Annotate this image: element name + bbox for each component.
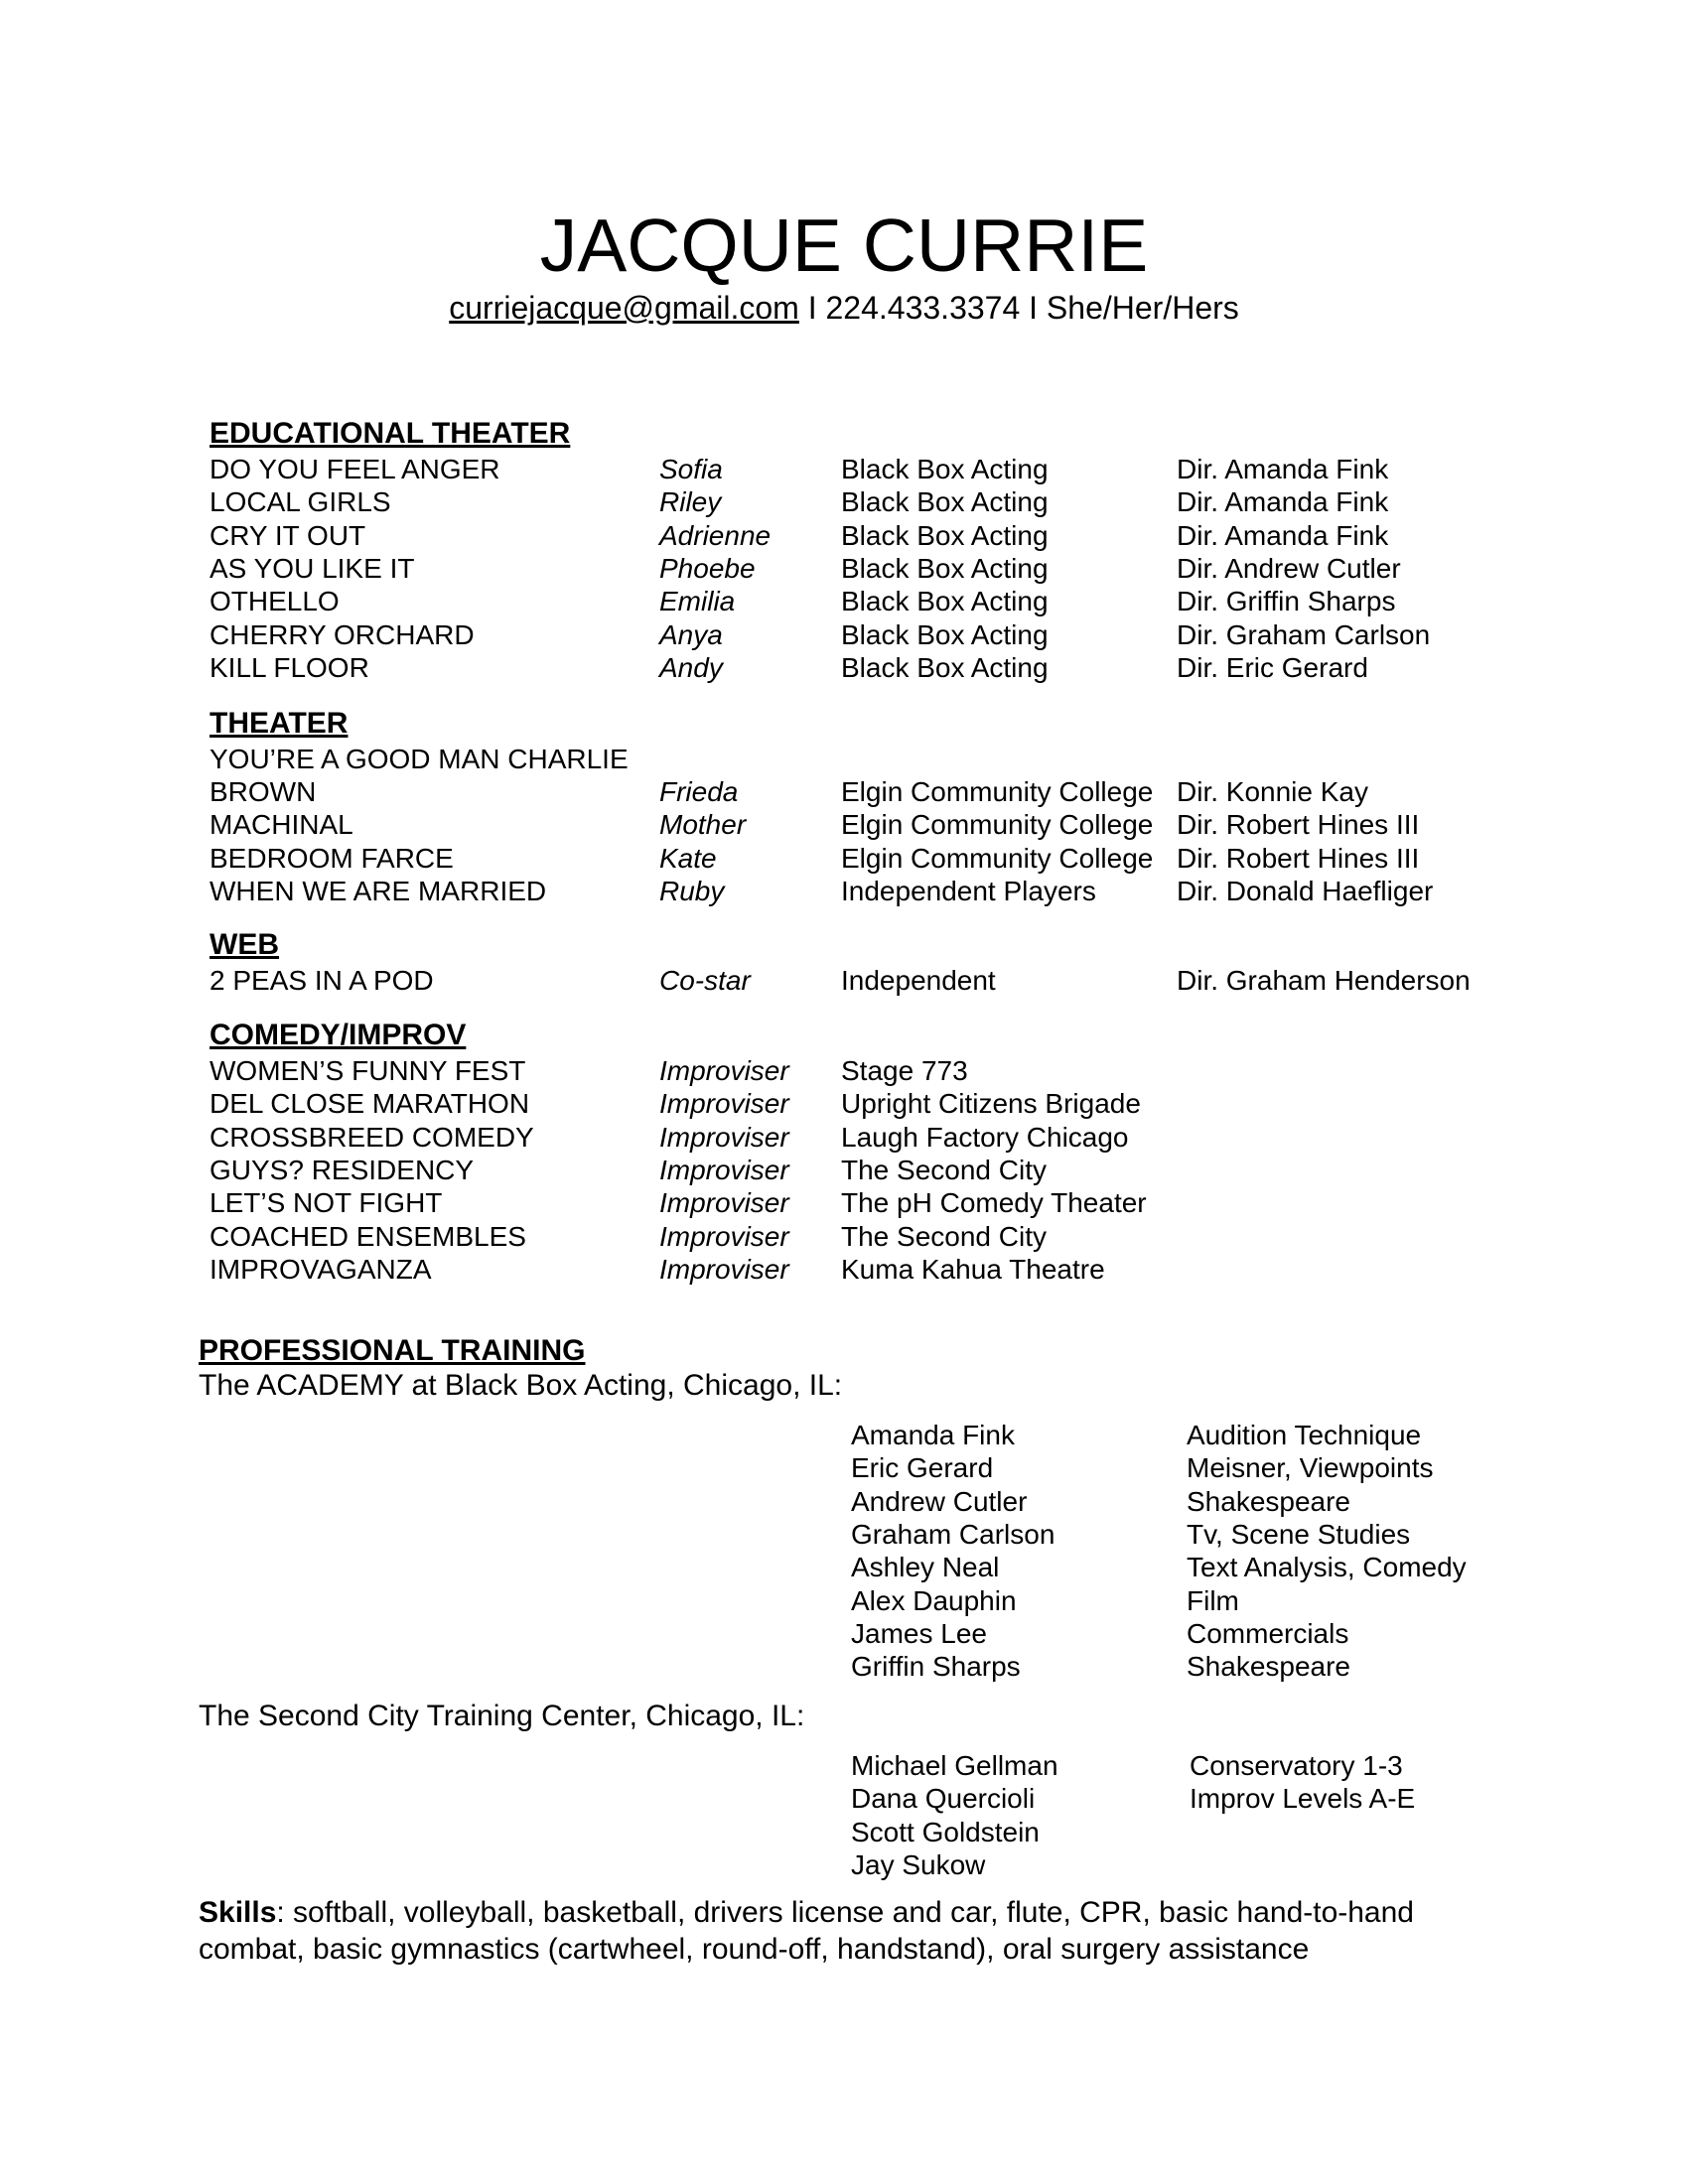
- credit-role: Improviser: [659, 1220, 789, 1252]
- credit-title: AS YOU LIKE IT: [210, 552, 415, 584]
- teacher-row: [851, 1485, 1546, 1518]
- credit-director: Dir. Donald Haefliger: [1177, 875, 1434, 906]
- teacher-subject: Tv, Scene Studies: [1187, 1518, 1411, 1550]
- credit-role: Improviser: [659, 1055, 789, 1086]
- credit-venue: Independent Players: [841, 875, 1096, 906]
- credit-title: BROWN: [210, 776, 317, 807]
- credit-director: Dir. Graham Henderson: [1177, 965, 1471, 996]
- applicant-name: JACQUE CURRIE: [539, 204, 1149, 287]
- teacher-row: [851, 1617, 1546, 1650]
- credit-venue: Elgin Community College: [841, 842, 1154, 874]
- credit-role: Kate: [659, 842, 717, 874]
- credit-venue: Independent: [841, 965, 996, 996]
- credit-title: DEL CLOSE MARATHON: [210, 1088, 530, 1120]
- credit-role: Improviser: [659, 1121, 789, 1153]
- credit-role: Improviser: [659, 1253, 789, 1285]
- credit-role: Improviser: [659, 1154, 789, 1185]
- credit-title: BEDROOM FARCE: [210, 842, 454, 874]
- credit-role: Emilia: [659, 586, 736, 617]
- credit-row: [210, 585, 1500, 617]
- skills-paragraph: [199, 1894, 1509, 1968]
- credit-role: Improviser: [659, 1088, 789, 1120]
- credit-venue: Laugh Factory Chicago: [841, 1121, 1129, 1153]
- teacher-subject: Shakespeare: [1187, 1651, 1351, 1683]
- teacher-row: [851, 1782, 1546, 1815]
- credit-director: Dir. Robert Hines III: [1177, 809, 1420, 841]
- credit-role: Frieda: [659, 776, 739, 807]
- credit-role: Co-star: [659, 965, 751, 996]
- credit-director: Dir. Eric Gerard: [1177, 651, 1368, 683]
- credit-title: CHERRY ORCHARD: [210, 618, 475, 650]
- teacher-name: Michael Gellman: [851, 1750, 1058, 1781]
- academy-teachers: [851, 1419, 1546, 1684]
- teacher-subject: Commercials: [1187, 1617, 1349, 1649]
- credit-title: WHEN WE ARE MARRIED: [210, 875, 547, 906]
- section-heading-comedy-improv: COMEDY/IMPROV: [210, 1019, 467, 1051]
- teacher-subject: Improv Levels A-E: [1190, 1783, 1416, 1815]
- teacher-name: Scott Goldstein: [851, 1816, 1040, 1847]
- teacher-name: Dana Quercioli: [851, 1783, 1036, 1815]
- skills-text: : softball, volleyball, basketball, drivers license and car, flute, CPR, basic hand-to-hand combat, basic gymnastics (cartwheel, round-off, handstand), oral surgery assistance: [199, 1896, 1414, 1966]
- separator: I: [798, 290, 826, 326]
- credit-title: GUYS? RESIDENCY: [210, 1154, 475, 1185]
- credit-row: [210, 964, 1500, 997]
- credit-venue: Stage 773: [841, 1055, 968, 1086]
- credit-director: Dir. Konnie Kay: [1177, 776, 1368, 807]
- credit-director: Dir. Amanda Fink: [1177, 486, 1389, 518]
- pronouns: She/Her/Hers: [1046, 290, 1239, 326]
- credit-row: [210, 519, 1500, 552]
- credit-director: Dir. Amanda Fink: [1177, 454, 1389, 484]
- section-heading-educational-theater: EDUCATIONAL THEATER: [210, 417, 571, 450]
- credit-row: [210, 875, 1500, 907]
- second-city-teachers: [851, 1749, 1546, 1881]
- teacher-name: Amanda Fink: [851, 1420, 1015, 1450]
- credit-row: [210, 552, 1500, 585]
- credit-venue: Elgin Community College: [841, 809, 1154, 841]
- credit-row: [210, 1121, 1500, 1154]
- credit-venue: Black Box Acting: [841, 552, 1049, 584]
- credit-row: [210, 1186, 1500, 1219]
- phone-number: 224.433.3374: [825, 290, 1021, 326]
- credit-role: Improviser: [659, 1187, 789, 1219]
- credit-venue: Black Box Acting: [841, 486, 1049, 518]
- teacher-name: James Lee: [851, 1617, 987, 1649]
- teacher-name: Jay Sukow: [851, 1848, 986, 1880]
- credit-director: Dir. Griffin Sharps: [1177, 586, 1396, 617]
- teacher-subject: Shakespeare: [1187, 1485, 1351, 1517]
- credit-title: DO YOU FEEL ANGER: [210, 454, 500, 484]
- credit-role: Adrienne: [659, 519, 772, 551]
- teacher-row: [851, 1816, 1546, 1848]
- credit-title: OTHELLO: [210, 586, 340, 617]
- credit-director: Dir. Andrew Cutler: [1177, 552, 1401, 584]
- credit-title: LOCAL GIRLS: [210, 486, 391, 518]
- credit-row: [210, 1154, 1500, 1186]
- credit-venue: The Second City: [841, 1154, 1047, 1185]
- credit-venue: The Second City: [841, 1220, 1047, 1252]
- credit-venue: Black Box Acting: [841, 651, 1049, 683]
- credit-title: IMPROVAGANZA: [210, 1253, 432, 1285]
- credit-venue: Black Box Acting: [841, 618, 1049, 650]
- credit-title: CROSSBREED COMEDY: [210, 1121, 534, 1153]
- credit-row: [210, 1220, 1500, 1253]
- credit-row: [210, 775, 1500, 808]
- credit-row: [210, 842, 1500, 875]
- teacher-row: [851, 1650, 1546, 1683]
- credit-row: [210, 485, 1500, 518]
- teacher-row: [851, 1584, 1546, 1617]
- credit-role: Mother: [659, 809, 747, 841]
- section-heading-theater: THEATER: [210, 707, 349, 740]
- credit-role: Andy: [659, 651, 723, 683]
- credit-venue: Elgin Community College: [841, 776, 1154, 807]
- credit-director: Dir. Graham Carlson: [1177, 618, 1431, 650]
- training-institution-academy: The ACADEMY at Black Box Acting, Chicago, IL:: [199, 1369, 843, 1402]
- teacher-name: Ashley Neal: [851, 1552, 1000, 1583]
- credit-title-first-line: YOU’RE A GOOD MAN CHARLIE: [210, 744, 629, 774]
- credit-title: CRY IT OUT: [210, 519, 366, 551]
- teacher-name: Alex Dauphin: [851, 1584, 1017, 1616]
- section-heading-web: WEB: [210, 928, 279, 961]
- section-heading-professional-training: PROFESSIONAL TRAINING: [199, 1334, 586, 1367]
- credit-venue: The pH Comedy Theater: [841, 1187, 1147, 1219]
- credit-row: [210, 1054, 1500, 1087]
- teacher-subject: Film: [1187, 1584, 1239, 1616]
- credit-role: Sofia: [659, 454, 723, 484]
- email-link[interactable]: curriejacque@gmail.com: [449, 290, 799, 326]
- teacher-subject: Text Analysis, Comedy: [1187, 1552, 1467, 1583]
- comedy-improv-credits: [210, 1054, 1500, 1286]
- credit-title: LET’S NOT FIGHT: [210, 1187, 443, 1219]
- credit-row: [210, 453, 1500, 485]
- teacher-row: [851, 1848, 1546, 1881]
- teacher-name: Eric Gerard: [851, 1452, 994, 1484]
- credit-row: [210, 618, 1500, 651]
- credit-venue: Black Box Acting: [841, 586, 1049, 617]
- credit-venue: Black Box Acting: [841, 519, 1049, 551]
- credit-title: 2 PEAS IN A POD: [210, 965, 434, 996]
- credit-title: KILL FLOOR: [210, 651, 369, 683]
- credit-title: MACHINAL: [210, 809, 353, 841]
- credit-row: [210, 1087, 1500, 1120]
- teacher-row: [851, 1419, 1546, 1451]
- teacher-row: [851, 1551, 1546, 1583]
- teacher-name: Griffin Sharps: [851, 1651, 1021, 1683]
- credit-director: Dir. Amanda Fink: [1177, 519, 1389, 551]
- credit-venue: Kuma Kahua Theatre: [841, 1253, 1105, 1285]
- credit-venue: Black Box Acting: [841, 454, 1049, 484]
- separator: I: [1020, 290, 1047, 326]
- teacher-name: Andrew Cutler: [851, 1485, 1028, 1517]
- contact-line: [0, 288, 1688, 328]
- credit-title: WOMEN’S FUNNY FEST: [210, 1055, 526, 1086]
- educational-theater-credits: [210, 453, 1500, 684]
- theater-credits: [210, 775, 1500, 907]
- credit-venue: Upright Citizens Brigade: [841, 1088, 1141, 1120]
- credit-row: [210, 1253, 1500, 1286]
- credit-title: COACHED ENSEMBLES: [210, 1220, 526, 1252]
- credit-role: Phoebe: [659, 552, 756, 584]
- credit-row: [210, 808, 1500, 841]
- teacher-subject: Meisner, Viewpoints: [1187, 1452, 1434, 1484]
- training-institution-second-city: The Second City Training Center, Chicago, IL:: [199, 1700, 805, 1732]
- teacher-row: [851, 1518, 1546, 1551]
- teacher-row: [851, 1451, 1546, 1484]
- web-credits: [210, 964, 1500, 997]
- teacher-name: Graham Carlson: [851, 1518, 1055, 1550]
- teacher-subject: Conservatory 1-3: [1190, 1750, 1403, 1781]
- credit-role: Anya: [659, 618, 723, 650]
- credit-role: Riley: [659, 486, 722, 518]
- teacher-subject: Audition Technique: [1187, 1420, 1422, 1450]
- credit-director: Dir. Robert Hines III: [1177, 842, 1420, 874]
- credit-role: Ruby: [659, 875, 725, 906]
- skills-label: Skills: [199, 1896, 277, 1929]
- teacher-row: [851, 1749, 1546, 1782]
- credit-row: [210, 651, 1500, 684]
